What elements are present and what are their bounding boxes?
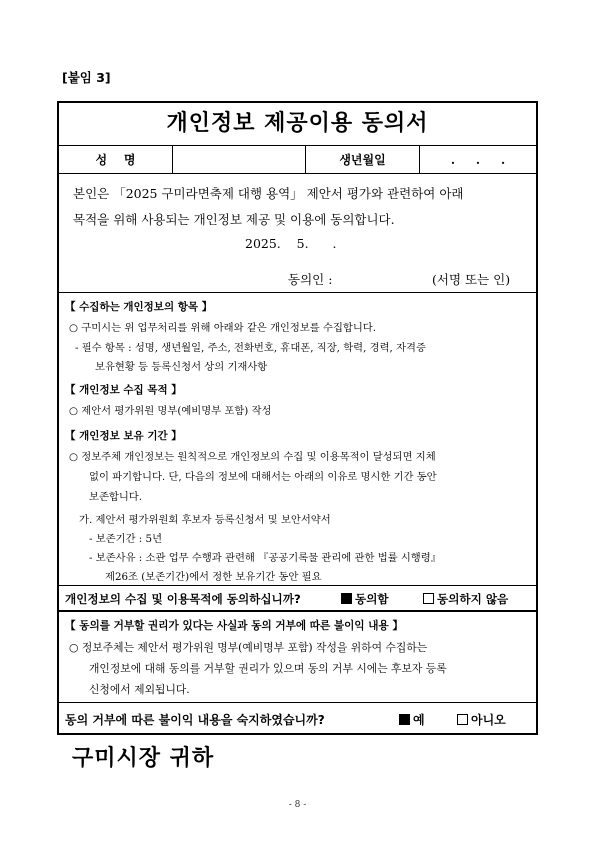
ack-no-label: 아니오 [471, 713, 506, 727]
retention-line: 제26조 (보존기간)에서 정한 보유기간 동안 필요 [105, 571, 322, 583]
consent-form [57, 101, 538, 735]
consent-no-label: 동의하지 않음 [437, 592, 509, 606]
divider [59, 610, 536, 612]
retention-line: ○ 정보주체 개인정보는 원칙적으로 개인정보의 수집 및 이용목적이 달성되면 지체 [69, 451, 436, 463]
consent-date: 2025. 5. . [245, 236, 337, 251]
checked-box-icon[interactable] [399, 714, 410, 725]
birth-field[interactable]: . . . [450, 152, 506, 167]
ack-row [59, 703, 536, 733]
page-number: - 8 - [288, 800, 307, 810]
addressee: 구미시장 귀하 [72, 746, 215, 771]
ack-yes-option[interactable] [399, 711, 425, 728]
ack-no-option[interactable] [457, 711, 506, 728]
retention-line: 가. 제안서 평가위원회 후보자 등록신청서 및 보안서약서 [79, 514, 331, 526]
ack-yes-label: 예 [413, 713, 425, 727]
statement-line: 본인은 「2025 구미라면축제 대행 용역」 제안서 평가와 관련하여 아래 [73, 186, 464, 201]
consent-yes-option[interactable] [341, 591, 389, 607]
birth-label: 생년월일 [339, 153, 386, 167]
refuse-line: 개인정보에 대해 동의를 거부할 권리가 있으며 동의 거부 시에는 후보자 등록 [89, 662, 447, 675]
form-title: 개인정보 제공이용 동의서 [166, 111, 429, 136]
collect-header: 【 수집하는 개인정보의 항목 】 [65, 301, 213, 313]
purpose-line: ○ 제안서 평가위원 명부(예비명부 포함) 작성 [69, 405, 272, 417]
signature-hint: (서명 또는 인) [432, 272, 511, 287]
consenter-label: 동의인 : [288, 272, 333, 287]
divider [59, 173, 536, 174]
retention-line: - 보존기간 : 5년 [89, 533, 163, 545]
retention-line: 없이 파기합니다. 단, 다음의 정보에 대해서는 아래의 이유로 명시한 기간 동안 [89, 471, 437, 483]
retention-header: 【 개인정보 보유 기간 】 [65, 430, 182, 442]
retention-line: - 보존사유 : 소관 업무 수행과 관련해 『공공기록물 관리에 관한 법률 시행령』 [89, 552, 442, 564]
consent-yes-label: 동의함 [355, 592, 389, 606]
consent-row [59, 586, 536, 611]
consent-no-option[interactable] [423, 591, 508, 607]
collect-line: - 필수 항목 : 성명, 생년월일, 주소, 전화번호, 휴대폰, 직장, 학력, 경력, 자격증 [75, 342, 426, 354]
name-field[interactable] [173, 146, 305, 173]
purpose-header: 【 개인정보 수집 목적 】 [65, 384, 182, 396]
divider [59, 292, 536, 293]
refuse-line: 신청에서 제외됩니다. [89, 683, 190, 696]
collect-line: ○ 구미시는 위 업무처리를 위해 아래와 같은 개인정보를 수집합니다. [69, 322, 377, 334]
refuse-line: ○ 정보주체는 제안서 평가위원 명부(예비명부 포함) 작성을 위하여 수집하는 [69, 641, 428, 654]
ack-question: 동의 거부에 따른 불이익 내용을 숙지하였습니까? [65, 713, 325, 727]
name-label: 성 명 [95, 153, 136, 167]
consent-question: 개인정보의 수집 및 이용목적에 동의하십니까? [65, 592, 301, 606]
unchecked-box-icon[interactable] [423, 593, 434, 604]
collect-line: 보유현황 등 등록신청서 상의 기재사항 [95, 361, 268, 373]
statement-line: 목적을 위해 사용되는 개인정보 제공 및 이용에 동의합니다. [73, 212, 395, 227]
retention-line: 보존합니다. [89, 491, 143, 503]
attachment-label: [붙임 3] [62, 70, 111, 85]
name-birth-row [59, 146, 536, 173]
checked-box-icon[interactable] [341, 593, 352, 604]
refuse-header: 【 동의를 거부할 권리가 있다는 사실과 동의 거부에 따른 불이익 내용 】 [65, 620, 404, 632]
unchecked-box-icon[interactable] [457, 714, 468, 725]
